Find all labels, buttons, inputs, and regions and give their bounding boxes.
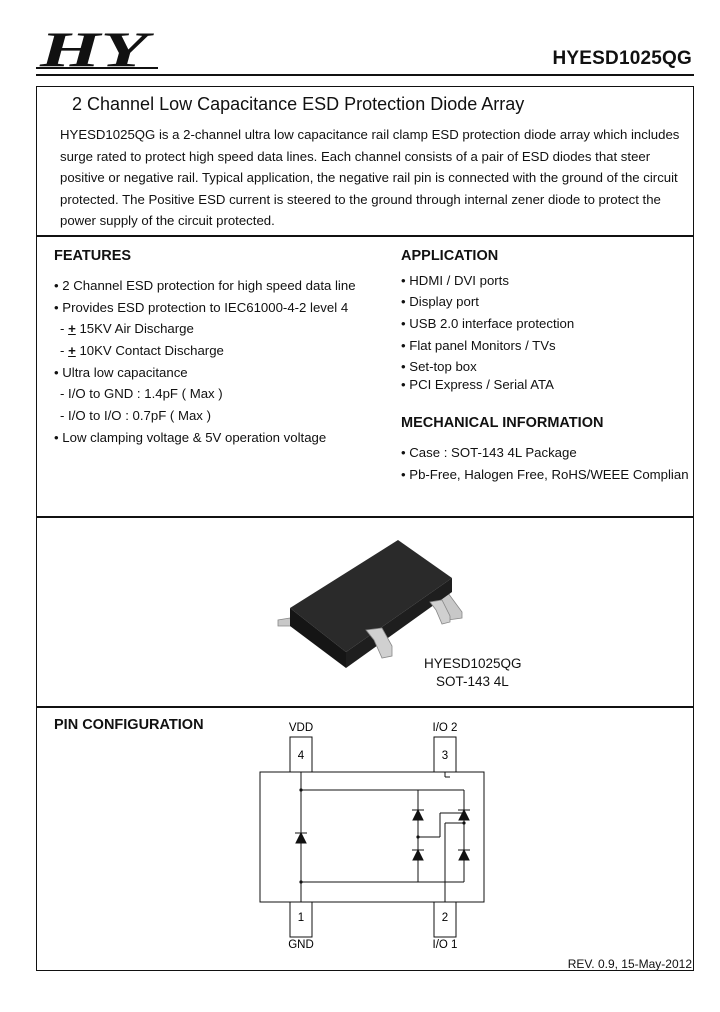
pin-label-vdd: VDD — [288, 722, 314, 734]
diode-d3 — [459, 810, 469, 820]
mechanical-item: • Case : SOT-143 4L Package — [401, 445, 577, 460]
pin-label-gnd: GND — [288, 939, 314, 951]
application-title: APPLICATION — [401, 248, 499, 264]
feature-subitem: - I/O to GND : 1.4pF ( Max ) — [60, 386, 223, 401]
internal-circuit — [301, 772, 464, 902]
document-title: 2 Channel Low Capacitance ESD Protection Diode Array — [72, 94, 525, 114]
package-name-label: SOT-143 4L — [436, 674, 509, 689]
pin-configuration-title: PIN CONFIGURATION — [54, 717, 204, 733]
intro-paragraph: HYESD1025QG is a 2-channel ultra low capacitance rail clamp ESD protection diode array which includes surge rated to protect high speed data lines. Each channel consists of a pair of ESD diodes that steer positive or negative rail. Typical application, the negative rail pin is connected with the ground of the circuit protected. The Positive ESD current is steered to the ground through internal zener diode to protect the power supply of the circuit protected. — [60, 127, 680, 229]
application-item: • Set-top box — [401, 359, 477, 374]
feature-subitem: - + 10KV Contact Discharge — [60, 343, 224, 358]
feature-item: • Provides ESD protection to IEC61000-4-2 level 4 — [54, 300, 349, 315]
diode-d1 — [413, 810, 423, 820]
pin-number-3: 3 — [441, 750, 449, 762]
features-title: FEATURES — [54, 248, 132, 264]
diode-d4 — [459, 850, 469, 860]
application-item: • PCI Express / Serial ATA — [401, 377, 554, 392]
application-item: • HDMI / DVI ports — [401, 273, 509, 288]
package-part-label: HYESD1025QG — [424, 656, 522, 671]
application-item: • Display port — [401, 294, 479, 309]
plus-minus-sign: + — [68, 321, 76, 336]
pin-label-io2: I/O 2 — [432, 722, 458, 734]
feature-item: • Low clamping voltage & 5V operation voltage — [54, 430, 327, 445]
feature-subitem: - + 15KV Air Discharge — [60, 321, 194, 336]
lead-4 — [278, 618, 292, 626]
application-item: • Flat panel Monitors / TVs — [401, 338, 556, 353]
svg-text:HY: HY — [38, 24, 155, 74]
zener-diode — [296, 833, 306, 843]
feature-item: • Ultra low capacitance — [54, 365, 188, 380]
pin-diagram — [240, 715, 520, 955]
feature-item: • 2 Channel ESD protection for high speed data line — [54, 278, 356, 293]
pin-number-4: 4 — [297, 750, 305, 762]
pin-number-2: 2 — [441, 912, 449, 924]
application-item: • USB 2.0 interface protection — [401, 316, 575, 331]
mechanical-title: MECHANICAL INFORMATION — [401, 415, 604, 431]
pin-label-io1: I/O 1 — [432, 939, 458, 951]
diode-d2 — [413, 850, 423, 860]
plus-minus-sign: + — [68, 343, 76, 358]
pin-number-1: 1 — [297, 912, 305, 924]
revision-date: REV. 0.9, 15-May-2012 — [567, 957, 692, 971]
part-number-header: HYESD1025QG — [552, 48, 692, 69]
mechanical-item: • Pb-Free, Halogen Free, RoHS/WEEE Complian — [401, 467, 689, 482]
feature-subitem: - I/O to I/O : 0.7pF ( Max ) — [60, 408, 211, 423]
